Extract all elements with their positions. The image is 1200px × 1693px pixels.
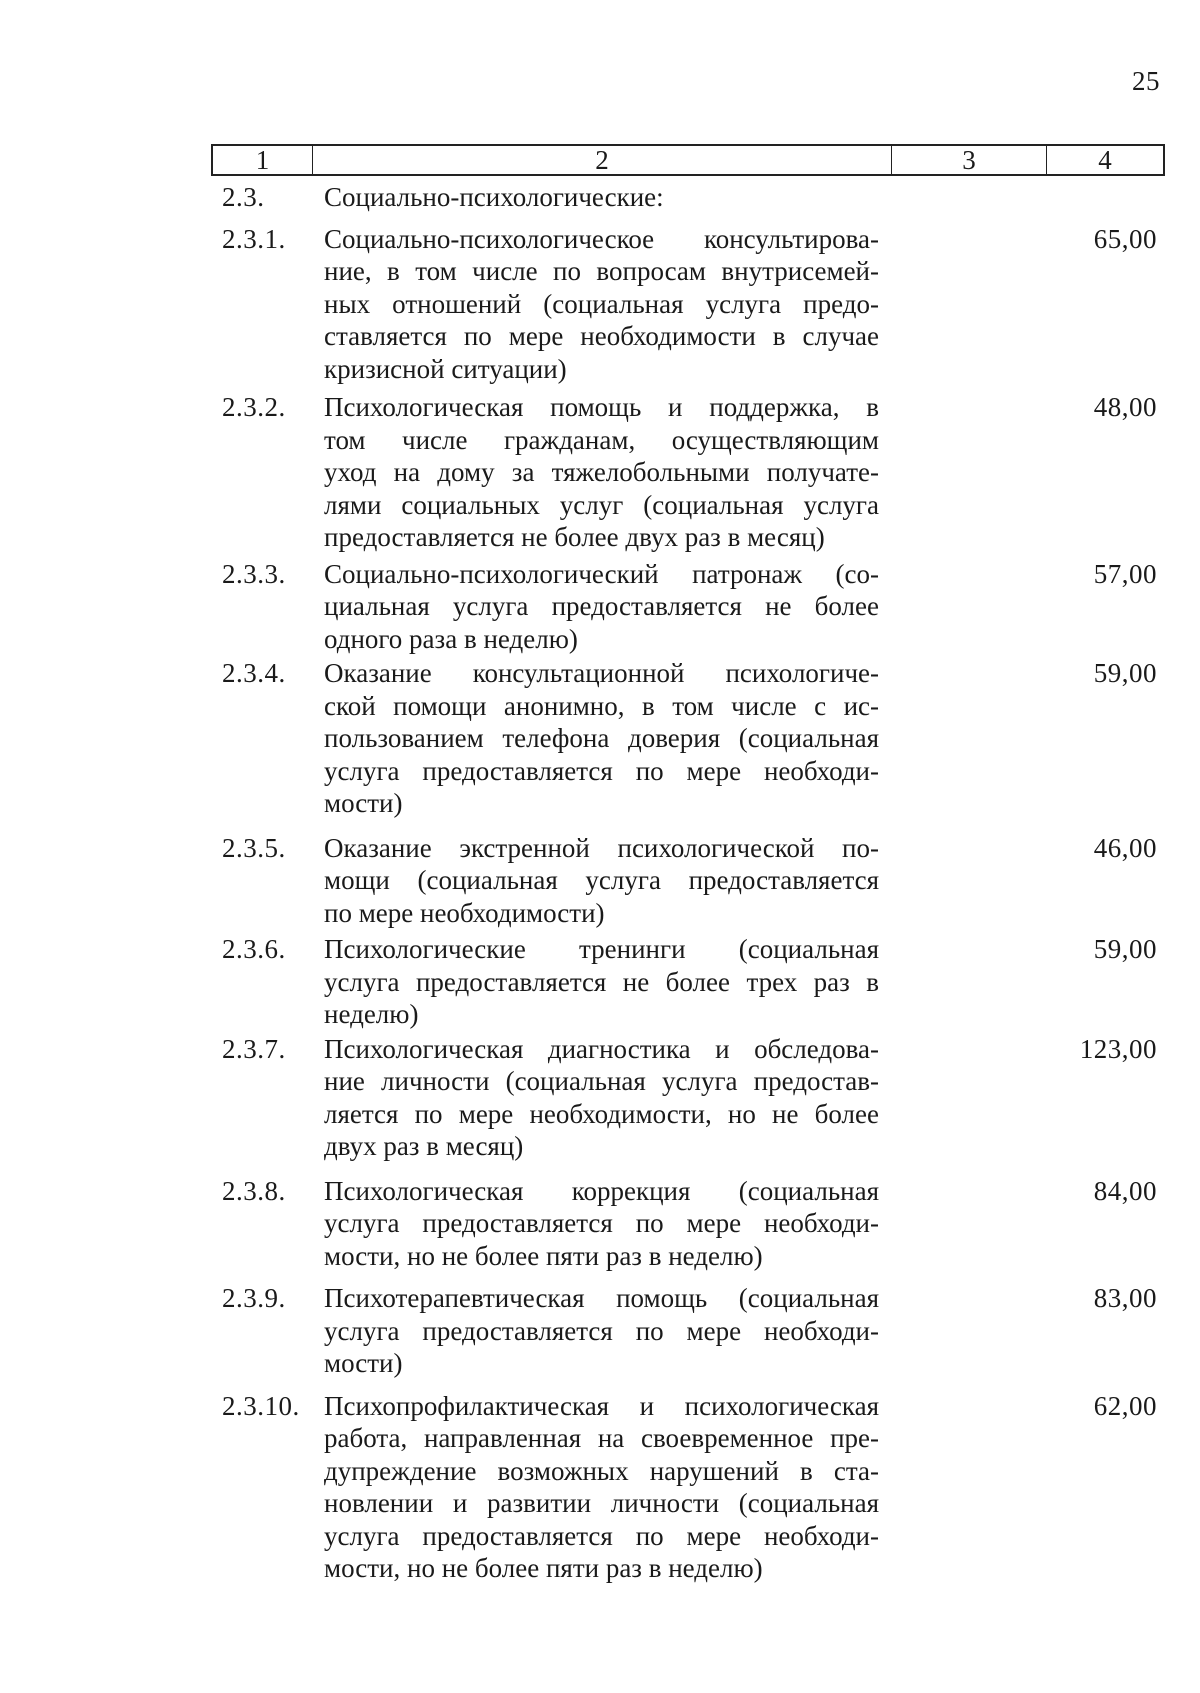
service-price: 57,00 <box>1093 558 1157 589</box>
service-description-line: том числе гражданам, осуществляющим <box>324 424 879 455</box>
service-price: 59,00 <box>1093 934 1157 964</box>
service-number: 2.3.7. <box>222 1033 286 1064</box>
section-number: 2.3. <box>222 182 265 212</box>
page-number: 25 <box>1132 66 1160 96</box>
service-description-line: работа, направленная на своевременное пре- <box>324 1423 879 1453</box>
service-description-line: Психопрофилактическая и психологическая <box>324 1390 879 1421</box>
service-description-line: услуга предоставляется не более трех раз в <box>324 966 879 997</box>
service-description <box>324 1390 879 1585</box>
service-number: 2.3.9. <box>222 1283 286 1313</box>
table-row <box>222 832 1157 930</box>
service-description <box>324 933 879 1031</box>
service-description-line: услуга предоставляется по мере необходи- <box>324 1315 879 1346</box>
service-number: 2.3.6. <box>222 934 286 964</box>
table-row <box>222 391 1157 554</box>
service-description-line: Психологическая помощь и поддержка, в <box>324 392 879 422</box>
service-description-line: одного раза в неделю) <box>324 623 578 654</box>
service-price: 48,00 <box>1093 392 1157 422</box>
service-price: 84,00 <box>1093 1175 1157 1206</box>
service-description <box>324 1033 879 1163</box>
service-description-line: лями социальных услуг (социальная услуга <box>324 489 879 520</box>
service-description-line: мости) <box>324 788 403 818</box>
service-description <box>324 558 879 656</box>
column-header-2: 2 <box>313 146 892 174</box>
service-description-line: Оказание экстренной психологической по- <box>324 832 879 863</box>
service-description-line: неделю) <box>324 999 419 1029</box>
table-row <box>222 1175 1157 1273</box>
table-column-header-row <box>211 144 1165 176</box>
service-description <box>324 391 879 554</box>
service-description-line: ных отношений (социальная услуга предо- <box>324 288 879 319</box>
service-number: 2.3.5. <box>222 832 286 863</box>
service-description-line: ние личности (социальная услуга предостав- <box>324 1066 879 1096</box>
service-number: 2.3.10. <box>222 1390 300 1421</box>
service-description-line: Социально-психологическое консультирова- <box>324 223 879 254</box>
service-price: 83,00 <box>1093 1283 1157 1313</box>
service-description <box>324 1282 879 1380</box>
service-description-line: Психологическая коррекция (социальная <box>324 1175 879 1206</box>
service-description-line: ние, в том числе по вопросам внутрисемей- <box>324 256 879 286</box>
services-table-body <box>222 181 1157 1585</box>
service-description-line: Психотерапевтическая помощь (социальная <box>324 1283 879 1313</box>
service-description-line: Психологические тренинги (социальная <box>324 934 879 964</box>
column-header-3: 3 <box>892 146 1047 174</box>
service-description-line: Социально-психологический патронаж (со- <box>324 558 879 589</box>
service-price: 46,00 <box>1093 832 1157 863</box>
service-description-line: двух раз в месяц) <box>324 1131 524 1161</box>
service-description-line: уход на дому за тяжелобольными получате- <box>324 457 879 487</box>
column-header-1: 1 <box>213 146 313 174</box>
service-description-line: пользованием телефона доверия (социальная <box>324 723 879 753</box>
service-price: 65,00 <box>1093 223 1157 254</box>
table-row <box>222 1390 1157 1585</box>
service-description-line: мощи (социальная услуга предоставляется <box>324 865 879 895</box>
service-description-line: услуга предоставляется по мере необходи- <box>324 1520 879 1551</box>
service-number: 2.3.4. <box>222 658 286 688</box>
service-number: 2.3.8. <box>222 1175 286 1206</box>
service-description-line: услуга предоставляется по мере необходи- <box>324 755 879 786</box>
service-description-line: Психологическая диагностика и обследова- <box>324 1033 879 1064</box>
service-number: 2.3.2. <box>222 392 286 422</box>
table-row <box>222 1033 1157 1163</box>
service-description <box>324 657 879 820</box>
table-row <box>222 1282 1157 1380</box>
service-description-line: по мере необходимости) <box>324 897 605 928</box>
service-description-line: ставляется по мере необходимости в случае <box>324 321 879 351</box>
service-number: 2.3.1. <box>222 223 286 254</box>
table-row <box>222 657 1157 820</box>
table-row <box>222 933 1157 1031</box>
service-description-line: услуга предоставляется по мере необходи- <box>324 1208 879 1238</box>
service-description <box>324 832 879 930</box>
table-row <box>222 223 1157 386</box>
service-description-line: Оказание консультационной психологиче- <box>324 658 879 688</box>
section-title: Социально-психологические: <box>324 182 664 212</box>
service-price: 62,00 <box>1093 1390 1157 1421</box>
service-description <box>324 223 879 386</box>
service-description-line: ляется по мере необходимости, но не более <box>324 1098 879 1129</box>
service-description-line: дупреждение возможных нарушений в ста- <box>324 1455 879 1486</box>
service-price: 59,00 <box>1093 658 1157 688</box>
service-description <box>324 1175 879 1273</box>
section-heading-row <box>222 181 1157 214</box>
service-description-line: циальная услуга предоставляется не более <box>324 591 879 621</box>
service-description-line: ской помощи анонимно, в том числе с ис- <box>324 690 879 721</box>
service-description-line: мости, но не более пяти раз в неделю) <box>324 1553 763 1583</box>
service-number: 2.3.3. <box>222 558 286 589</box>
service-description-line: предоставляется не более двух раз в месяц) <box>324 522 825 552</box>
service-description-line: новлении и развитии личности (социальная <box>324 1488 879 1518</box>
column-header-4: 4 <box>1098 145 1112 175</box>
service-description-line: мости, но не более пяти раз в неделю) <box>324 1240 763 1271</box>
table-row <box>222 558 1157 656</box>
service-description-line: кризисной ситуации) <box>324 353 567 384</box>
service-description-line: мости) <box>324 1348 403 1378</box>
service-price: 123,00 <box>1079 1033 1157 1064</box>
